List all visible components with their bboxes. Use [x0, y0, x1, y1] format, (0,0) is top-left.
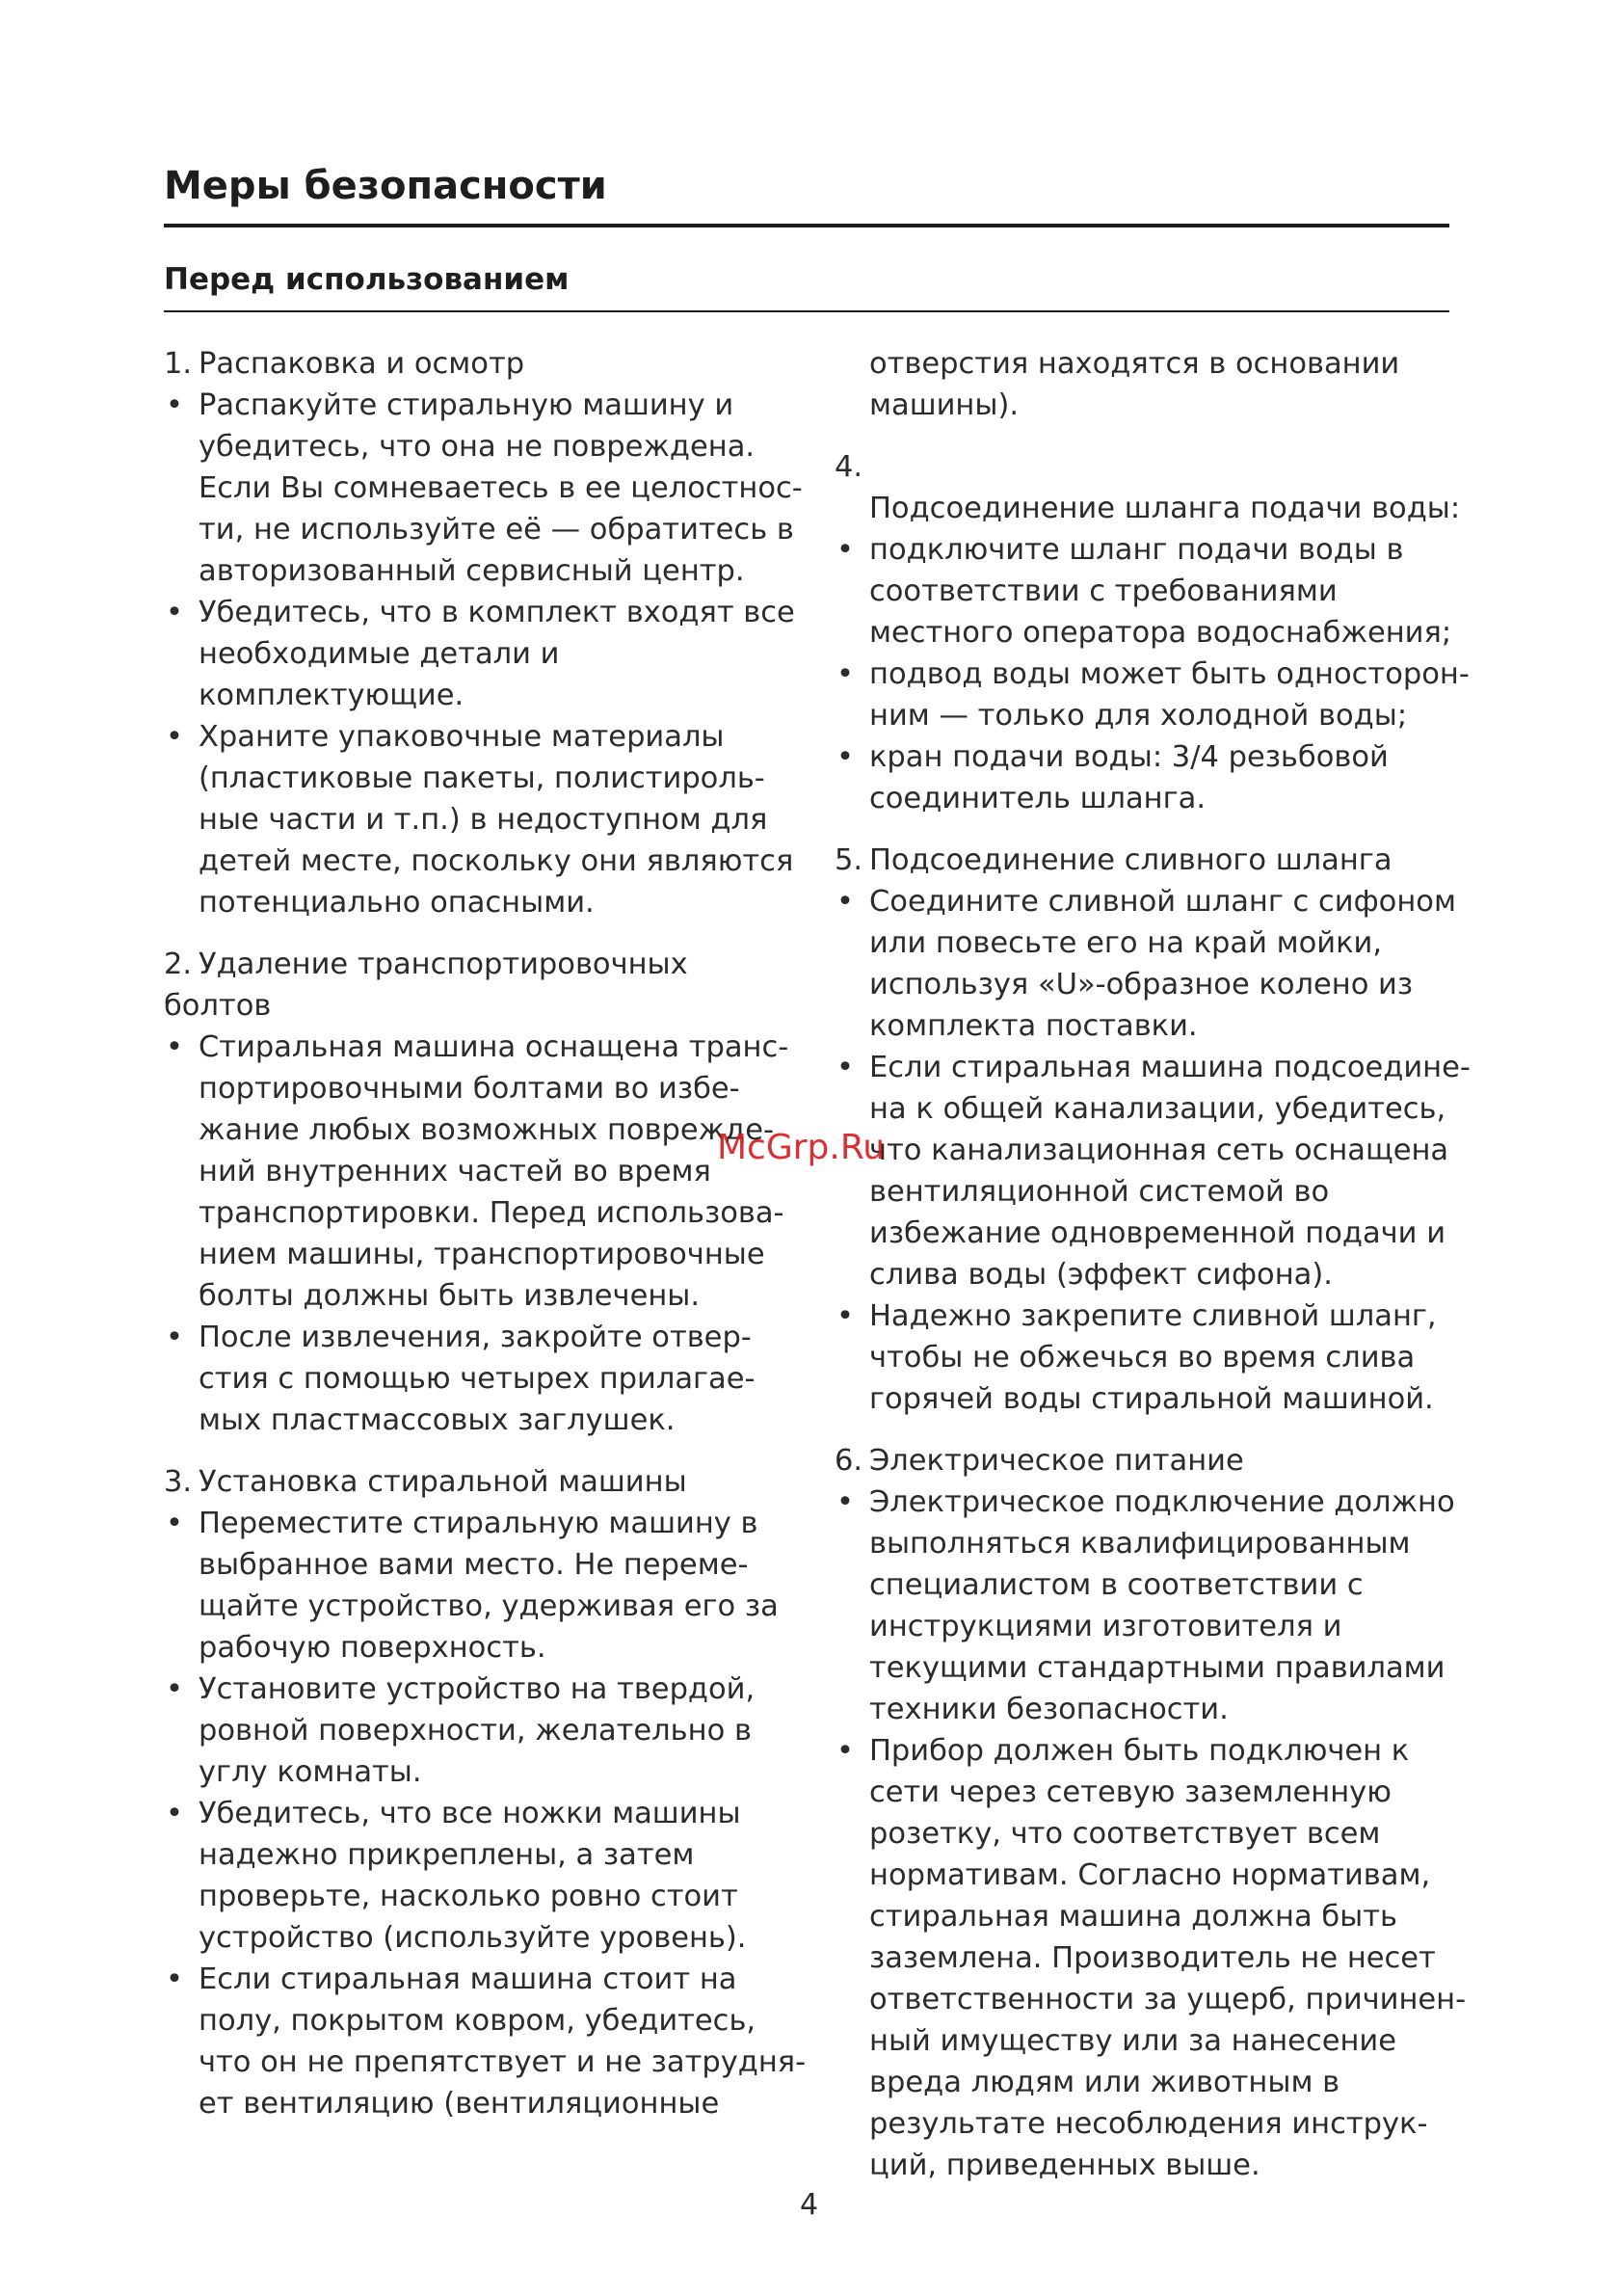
bullet-item: [835, 1482, 1455, 1730]
text-line: результате несоблюдения инструк-: [869, 2107, 1428, 2141]
text-line: Если Вы сомневаетесь в ее целостнос-: [199, 471, 803, 505]
text-line: кран подачи воды: 3/4 резьбовой: [869, 740, 1389, 774]
text-line: Переместите стиральную машину в: [199, 1507, 758, 1540]
text-line: потенциально опасными.: [199, 886, 595, 920]
bullet-item: [164, 1027, 789, 1317]
bullet-icon: •: [836, 1299, 854, 1333]
text-line: Убедитесь, что в комплект входят все: [199, 596, 795, 629]
text-line: углу комнаты.: [199, 1755, 422, 1789]
text-line: что он не препятствует и не затрудня-: [199, 2045, 807, 2079]
heading-unpacking: 1. Распаковка и осмотр: [164, 347, 525, 381]
bullet-item: [164, 1669, 781, 1793]
text-line: Подсоединение шланга подачи воды:: [869, 492, 1461, 525]
text-line: ти, не используйте её — обратитесь в: [199, 513, 794, 547]
text-line: комплекта поставки.: [869, 1009, 1198, 1043]
text-line: специалистом в соответствии с: [869, 1568, 1364, 1602]
bullet-item: [835, 881, 1456, 1047]
heading-electrical-power: 6. Электрическое питание: [835, 1444, 1244, 1478]
bullet-icon: •: [166, 1672, 183, 1706]
page-title: Меры безопасности: [164, 164, 607, 208]
bullet-item: [164, 1503, 781, 1669]
text-line: После извлечения, закройте отвер-: [199, 1321, 752, 1354]
page-number: 4: [799, 2188, 819, 2222]
text-line: отверстия находятся в основании: [869, 347, 1400, 381]
text-line: текущими стандартными правилами: [869, 1651, 1446, 1685]
text-line: Подсоединение сливного шланга: [869, 843, 1393, 877]
heading-drain-hose: 5. Подсоединение сливного шланга: [835, 843, 1393, 877]
text-line: используя «U»-образное колено из: [869, 968, 1414, 1001]
bullet-icon: •: [836, 1734, 854, 1768]
text-line: машины).: [869, 388, 1020, 422]
bullet-icon: •: [836, 533, 854, 567]
text-line: авторизованный сервисный центр.: [199, 554, 745, 588]
bullet-icon: •: [836, 740, 854, 774]
text-line: (пластиковые пакеты, полистироль-: [199, 761, 765, 795]
text-line: комплектующие.: [199, 679, 464, 712]
text-line: инструкциями изготовителя и: [869, 1610, 1342, 1643]
text-line: болты должны быть извлечены.: [199, 1279, 701, 1313]
text-line: или повесьте его на край мойки,: [869, 926, 1383, 960]
watermark: McGrp.Ru: [717, 1128, 886, 1167]
text-line: нием машины, транспортировочные: [199, 1238, 765, 1271]
bullet-item: [835, 654, 1470, 736]
text-line: стия с помощью четырех прилагае-: [199, 1362, 756, 1396]
bullet-item: [835, 1295, 1451, 1420]
text-line: соединитель шланга.: [869, 782, 1207, 815]
text-line: ровной поверхности, желательно в: [199, 1714, 752, 1748]
text-line: Установка стиральной машины: [199, 1465, 687, 1499]
bullet-item: [835, 1047, 1471, 1295]
section-title: Перед использованием: [164, 262, 570, 297]
text-line: выбранное вами место. Не переме-: [199, 1548, 749, 1582]
text-line: ответственности за ущерб, причинен-: [869, 1983, 1467, 2016]
text-line: Стиральная машина оснащена транс-: [199, 1030, 789, 1064]
heading-installation: 3. Установка стиральной машины: [164, 1465, 687, 1499]
text-line: щайте устройство, удерживая его за: [199, 1589, 779, 1623]
bullet-item: [164, 592, 795, 716]
text-line: ные части и т.п.) в недоступном для: [199, 803, 768, 837]
bullet-icon: •: [166, 1962, 183, 1996]
text-line: ет вентиляцию (вентиляционные: [199, 2087, 720, 2121]
bullet-item: [164, 716, 794, 923]
text-line: выполняться квалифицированным: [869, 1527, 1411, 1561]
text-line: заземлена. Производитель не несет: [869, 1941, 1436, 1975]
text-line: чтобы не обжечься во время слива: [869, 1341, 1416, 1375]
text-line: на к общей канализации, убедитесь,: [869, 1092, 1446, 1126]
bullet-icon: •: [166, 720, 183, 754]
text-line: розетку, что соответствует всем: [869, 1817, 1381, 1851]
bullet-icon: •: [166, 596, 183, 629]
bullet-item: [164, 1959, 807, 2124]
text-line: транспортировки. Перед использова-: [199, 1196, 784, 1230]
text-line: сети через сетевую заземленную: [869, 1775, 1392, 1809]
text-line: жание любых возможных поврежде-: [199, 1113, 774, 1147]
text-line: Распаковка и осмотр: [199, 347, 525, 381]
text-line: Прибор должен быть подключен к: [869, 1734, 1410, 1768]
text-line: что канализационная сеть оснащена: [869, 1134, 1449, 1167]
bullet-icon: •: [836, 657, 854, 691]
text-line: вентиляционной системой во: [869, 1175, 1330, 1209]
text-line: Надежно закрепите сливной шланг,: [869, 1299, 1437, 1333]
bullet-icon: •: [166, 388, 183, 422]
section-divider: [164, 310, 1449, 312]
text-line: Установите устройство на твердой,: [199, 1672, 756, 1706]
text-line: полу, покрытом ковром, убедитесь,: [199, 2004, 756, 2038]
text-line: Если стиральная машина подсоедине-: [869, 1051, 1471, 1084]
text-line: подключите шланг подачи воды в: [869, 533, 1404, 567]
text-line: ним — только для холодной воды;: [869, 699, 1408, 733]
bullet-item: [835, 529, 1451, 654]
bullet-icon: •: [166, 1321, 183, 1354]
text-line: Храните упаковочные материалы: [199, 720, 725, 754]
text-line: мых пластмассовых заглушек.: [199, 1403, 676, 1437]
text-line: надежно прикреплены, а затем: [199, 1838, 695, 1872]
text-line: подвод воды может быть односторон-: [869, 657, 1470, 691]
text-line: детей месте, поскольку они являются: [199, 844, 794, 878]
bullet-item: [164, 385, 803, 592]
bullet-icon: •: [836, 1485, 854, 1519]
text-line: Электрическое питание: [869, 1444, 1244, 1478]
text-line: Убедитесь, что все ножки машины: [199, 1797, 741, 1830]
text-line: портировочными болтами во избе-: [199, 1072, 740, 1106]
text-line: избежание одновременной подачи и: [869, 1216, 1446, 1250]
text-line: проверьте, насколько ровно стоит: [199, 1880, 738, 1913]
bullet-icon: •: [836, 885, 854, 919]
bullet-icon: •: [836, 1051, 854, 1084]
text-line: местного оператора водоснабжения;: [869, 616, 1452, 650]
text-line: вреда людям или животным в: [869, 2066, 1340, 2099]
heading-transport-bolts: 2. Удаление транспортировочных болтов: [164, 944, 781, 1027]
bullet-item: [835, 1730, 1467, 2186]
bullet-icon: •: [166, 1507, 183, 1540]
right-column: [835, 343, 1471, 2186]
text-line: горячей воды стиральной машиной.: [869, 1382, 1434, 1416]
text-line: техники безопасности.: [869, 1693, 1229, 1726]
heading-water-inlet: 4.Подсоединение шланга подачи воды:: [835, 450, 1461, 525]
continued-text: [835, 343, 1451, 426]
bullet-item: [835, 736, 1451, 819]
text-line: Соедините сливной шланг с сифоном: [869, 885, 1456, 919]
text-line: ний внутренних частей во время: [199, 1155, 711, 1188]
text-line: Электрическое подключение должно: [869, 1485, 1455, 1519]
text-line: Распакуйте стиральную машину и: [199, 388, 734, 422]
bullet-item: [164, 1793, 781, 1959]
text-line: убедитесь, что она не повреждена.: [199, 430, 756, 464]
text-line: нормативам. Согласно нормативам,: [869, 1858, 1431, 1892]
text-line: соответствии с требованиями: [869, 574, 1338, 608]
text-line: ций, приведенных выше.: [869, 2149, 1260, 2182]
text-line: слива воды (эффект сифона).: [869, 1258, 1333, 1292]
bullet-icon: •: [166, 1797, 183, 1830]
title-divider: [164, 224, 1449, 227]
text-line: стиральная машина должна быть: [869, 1900, 1397, 1934]
bullet-icon: •: [166, 1030, 183, 1064]
text-line: Если стиральная машина стоит на: [199, 1962, 737, 1996]
text-line: устройство (используйте уровень).: [199, 1921, 747, 1955]
text-line: рабочую поверхность.: [199, 1631, 546, 1665]
bullet-item: [164, 1317, 781, 1441]
text-line: ный имуществу или за нанесение: [869, 2024, 1397, 2058]
text-line: болтов: [164, 989, 272, 1023]
text-line: необходимые детали и: [199, 637, 560, 671]
text-line: Удаление транспортировочных: [199, 948, 688, 981]
